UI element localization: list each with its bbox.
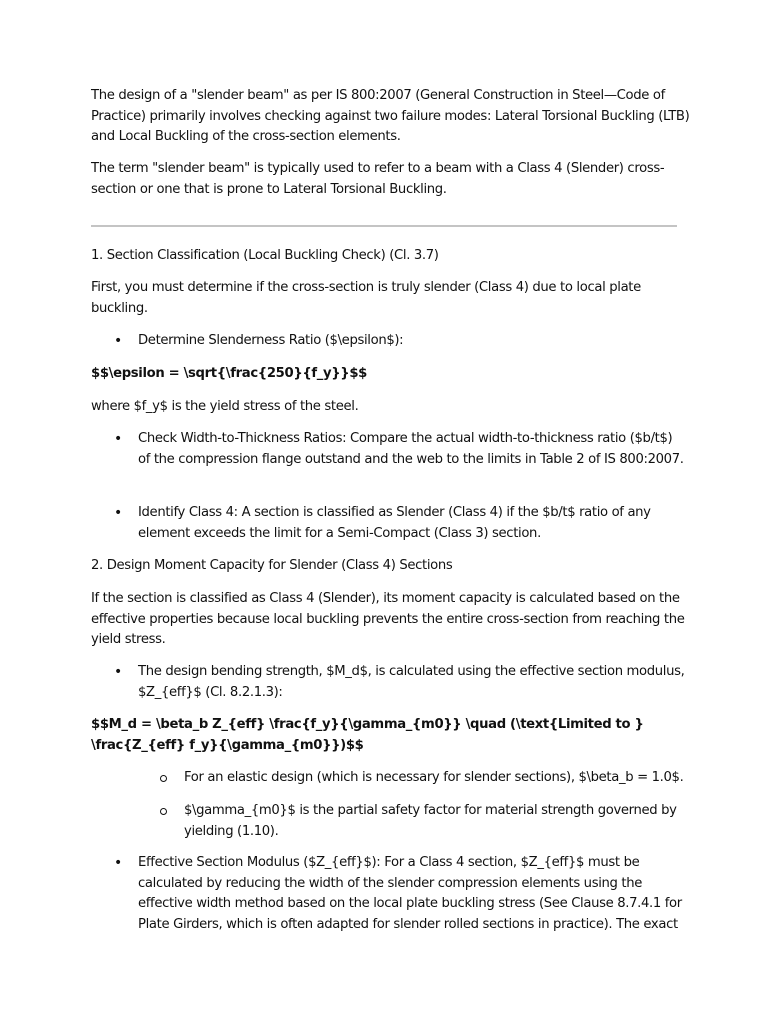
bullet-icon: •: [114, 431, 122, 447]
yield-stress-note: where $f_y$ is the yield stress of the steel.: [91, 399, 359, 414]
horizontal-divider: [91, 225, 677, 227]
circle-bullet-icon: [160, 775, 167, 782]
design-bending-strength-item: The design bending strength, $M_d$, is calculated using the effective section modulus, $Z_{eff}$ (Cl. 8.2.1.3):: [138, 664, 685, 700]
identify-class4-item: Identify Class 4: A section is classified as Slender (Class 4) if the $b/t$ ratio of any element exceeds the limit for a Semi-Compact (Class 3) section.: [138, 505, 651, 541]
partial-safety-factor-subitem: $\gamma_{m0}$ is the partial safety factor for material strength governed by yielding (1.10).: [184, 803, 677, 839]
moment-capacity-formula: $$M_d = \beta_b Z_{eff} \frac{f_y}{\gamma_{m0}} \quad (\text{Limited to } \frac{Z_{eff} f_y}{\gamma_{m0}})$$: [91, 717, 644, 753]
effective-section-modulus-item: Effective Section Modulus ($Z_{eff}$): For a Class 4 section, $Z_{eff}$ must be calculated by reducing the width of the slender compression elements using the effective width method based on the local plate buckling stress (See Clause 8.7.4.1 for Plate Girders, which is often adapted for slender rolled sections in practice). The exact: [138, 855, 682, 932]
section-2-intro: If the section is classified as Class 4 (Slender), its moment capacity is calculated based on the effective properties because local buckling prevents the entire cross-section from reaching the yield stress.: [91, 591, 685, 647]
section-2-heading: 2. Design Moment Capacity for Slender (Class 4) Sections: [91, 558, 453, 573]
section-1-heading: 1. Section Classification (Local Buckling Check) (Cl. 3.7): [91, 248, 439, 263]
intro-paragraph-1: The design of a "slender beam" as per IS 800:2007 (General Construction in Steel—Code of Practice) primarily involves checking against two failure modes: Lateral Torsional Buckling (LTB) and Local Buckling of the cross-section elements.: [91, 88, 690, 144]
slenderness-ratio-item: Determine Slenderness Ratio ($\epsilon$):: [138, 333, 404, 348]
intro-paragraph-2: The term "slender beam" is typically used to refer to a beam with a Class 4 (Slender) cross-section or one that is prone to Lateral Torsional Buckling.: [91, 161, 665, 197]
circle-bullet-icon: [160, 808, 167, 815]
width-thickness-item: Check Width-to-Thickness Ratios: Compare the actual width-to-thickness ratio ($b/t$) of the compression flange outstand and the web to the limits in Table 2 of IS 800:2007.: [138, 431, 684, 467]
section-1-intro: First, you must determine if the cross-section is truly slender (Class 4) due to local plate buckling.: [91, 280, 641, 316]
bullet-icon: •: [114, 664, 122, 680]
bullet-icon: •: [114, 855, 122, 871]
epsilon-formula: $$\epsilon = \sqrt{\frac{250}{f_y}}$$: [91, 366, 367, 381]
bullet-icon: •: [114, 333, 122, 349]
elastic-design-subitem: For an elastic design (which is necessary for slender sections), $\beta_b = 1.0$.: [184, 770, 684, 785]
bullet-icon: •: [114, 505, 122, 521]
